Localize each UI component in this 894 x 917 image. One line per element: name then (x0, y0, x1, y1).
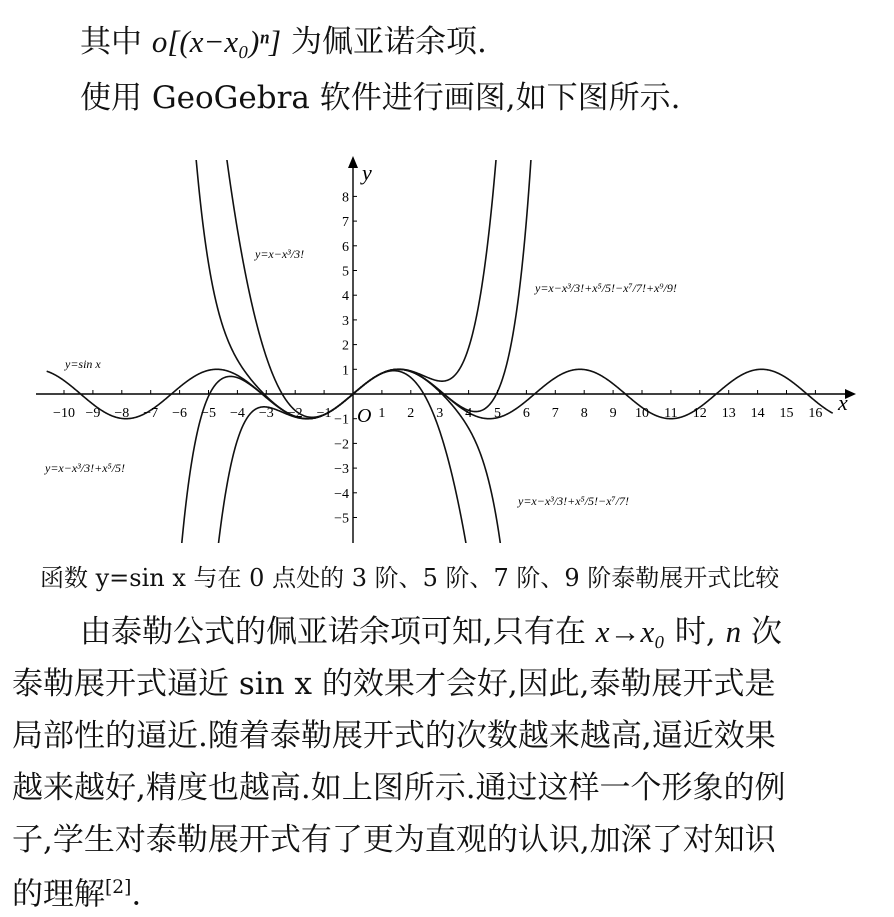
y-tick-label: 8 (342, 190, 349, 206)
x-tick-label: −8 (114, 406, 130, 421)
y-tick-label: −4 (334, 486, 349, 502)
x-tick-label: 4 (465, 406, 473, 421)
curve-taylor-3 (47, 98, 833, 550)
body-line-1 (80, 612, 782, 652)
body-line-3: 局部性的逼近.随着泰勒展开式的次数越来越高,逼近效果 (12, 718, 776, 754)
y-tick-label: −3 (334, 462, 349, 478)
x-tick-label: 2 (407, 406, 415, 421)
x-tick-label: 12 (692, 406, 707, 421)
label-taylor-3: y=x−x³/3! (255, 247, 305, 261)
x-tick-label: −10 (53, 406, 75, 421)
y-tick-label: 2 (342, 338, 349, 354)
peano-remainder-expr: o[(x−x₀)ⁿ] (151, 24, 282, 59)
y-tick-label: 5 (342, 264, 349, 280)
chart-ticks (53, 190, 822, 526)
body-line-6-end: . (131, 876, 142, 913)
body-line-5: 子,学生对泰勒展开式有了更为直观的认识,加深了对知识 (12, 822, 776, 858)
x-tick-label: 8 (580, 406, 588, 421)
x-tick-label: −3 (258, 406, 274, 421)
chart-curves (47, 98, 833, 550)
body-line-6 (12, 868, 141, 914)
curve-taylor-7 (47, 98, 833, 550)
label-sin: y=sin x (65, 357, 101, 371)
chart-axes (36, 156, 856, 543)
x-tick-label: −6 (172, 406, 188, 421)
y-tick-label: −5 (334, 511, 349, 527)
y-tick-label: −1 (334, 412, 349, 428)
curve-taylor-5 (47, 98, 833, 550)
y-tick-label: 4 (342, 289, 349, 305)
x-tick-label: 7 (551, 406, 559, 421)
x-tick-label: 3 (436, 406, 444, 421)
y-axis-label: y (362, 160, 372, 185)
x-tick-label: −2 (287, 406, 303, 421)
x-tick-label: 6 (522, 406, 530, 421)
x-tick-label: −7 (143, 406, 159, 421)
x-tick-label: −5 (201, 406, 216, 421)
limit-expr: x→x₀ (595, 614, 666, 649)
y-tick-label: 3 (342, 313, 349, 329)
body-line-4: 越来越好,精度也越高.如上图所示.通过这样一个形象的例 (12, 770, 786, 806)
x-axis-label: x (838, 390, 848, 415)
x-tick-label: 14 (750, 406, 765, 421)
figure-caption: 函数 y=sin x 与在 0 点处的 3 阶、5 阶、7 阶、9 阶泰勒展开式比较 (40, 564, 780, 592)
intro-line-1-post: 为佩亚诺余项. (290, 24, 487, 60)
origin-label: O (357, 405, 372, 427)
intro-line-2: 使用 GeoGebra 软件进行画图,如下图所示. (80, 80, 681, 116)
x-tick-label: 16 (808, 406, 823, 421)
x-tick-label: 10 (635, 406, 649, 421)
citation-ref: [2] (105, 877, 132, 898)
x-tick-label: −1 (316, 406, 332, 421)
label-taylor-9: y=x−x³/3!+x⁵/5!−x⁷/7!+x⁹/9! (535, 281, 677, 295)
y-tick-label: 6 (342, 239, 349, 255)
body-line-1-end: 次 (750, 614, 782, 650)
x-tick-label: 9 (609, 406, 617, 421)
body-line-6-text: 的理解 (12, 876, 105, 913)
body-line-2: 泰勒展开式逼近 sin x 的效果才会好,因此,泰勒展开式是 (12, 666, 776, 702)
y-tick-label: 1 (342, 363, 349, 379)
intro-line-1-pre: 其中 (80, 24, 142, 60)
x-tick-label: 13 (721, 406, 736, 421)
x-tick-label: 11 (664, 406, 678, 421)
x-tick-label: 15 (779, 406, 794, 421)
x-tick-label: −9 (85, 406, 101, 421)
y-axis-arrow (348, 156, 358, 168)
x-tick-label: 1 (378, 406, 386, 421)
x-tick-label: 5 (494, 406, 501, 421)
x-tick-label: −4 (229, 406, 245, 421)
label-taylor-7: y=x−x³/3!+x⁵/5!−x⁷/7! (518, 494, 629, 508)
label-taylor-5: y=x−x³/3!+x⁵/5! (45, 461, 126, 475)
body-line-1-text: 由泰勒公式的佩亚诺余项可知,只有在 (80, 614, 586, 650)
curve-taylor-9 (47, 98, 833, 550)
y-tick-label: −2 (334, 437, 349, 453)
order-n: n (725, 614, 742, 649)
body-line-1-mid: 时, (674, 614, 716, 650)
y-tick-label: 7 (342, 215, 349, 231)
